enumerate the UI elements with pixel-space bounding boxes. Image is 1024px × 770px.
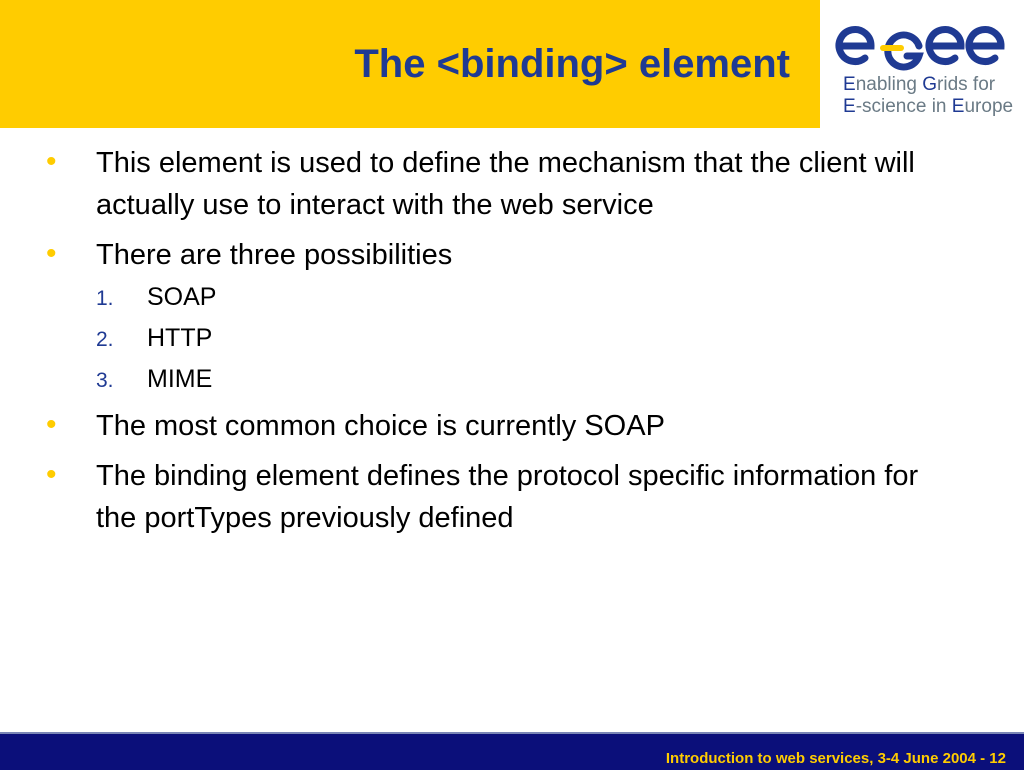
- bullet-icon: •: [46, 408, 57, 441]
- logo-tagline: [843, 74, 1013, 118]
- numbered-marker: 1.: [96, 287, 114, 310]
- numbered-item-3: MIME: [147, 365, 213, 393]
- bullet-item-1: This element is used to define the mechanism that the client will actually use to interact with the web service: [96, 147, 915, 221]
- tagline-text: rids for: [937, 74, 996, 95]
- tagline-cap: E: [843, 96, 856, 117]
- tagline-cap: E: [951, 96, 965, 117]
- tagline-cap: G: [922, 74, 938, 95]
- tagline-cap: E: [843, 74, 856, 95]
- bullet-icon: •: [46, 458, 57, 491]
- footer-bar: [0, 732, 1024, 770]
- bullet-item-3: The most common choice is currently SOAP: [96, 410, 665, 442]
- slide-title: The <binding> element: [354, 42, 790, 86]
- bullet-item-4: The binding element defines the protocol specific information for the portTypes previously defined: [96, 460, 919, 534]
- footer-text: Introduction to web services, 3-4 June 2004 - 12: [665, 750, 1006, 767]
- egee-logo: [835, 22, 1015, 122]
- numbered-item-2: HTTP: [147, 324, 213, 352]
- bullet-item-2: There are three possibilities: [96, 239, 453, 271]
- numbered-marker: 2.: [96, 328, 114, 351]
- tagline-text: -science in: [855, 96, 952, 117]
- tagline-line-1: [843, 74, 1013, 96]
- numbered-item-1: SOAP: [147, 283, 217, 311]
- numbered-marker: 3.: [96, 369, 114, 392]
- tagline-line-2: [843, 96, 1013, 118]
- egee-wordmark-icon: [835, 22, 1005, 72]
- bullet-icon: •: [46, 145, 57, 178]
- tagline-text: urope: [964, 96, 1014, 117]
- bullet-icon: •: [46, 237, 57, 270]
- tagline-text: nabling: [855, 74, 923, 95]
